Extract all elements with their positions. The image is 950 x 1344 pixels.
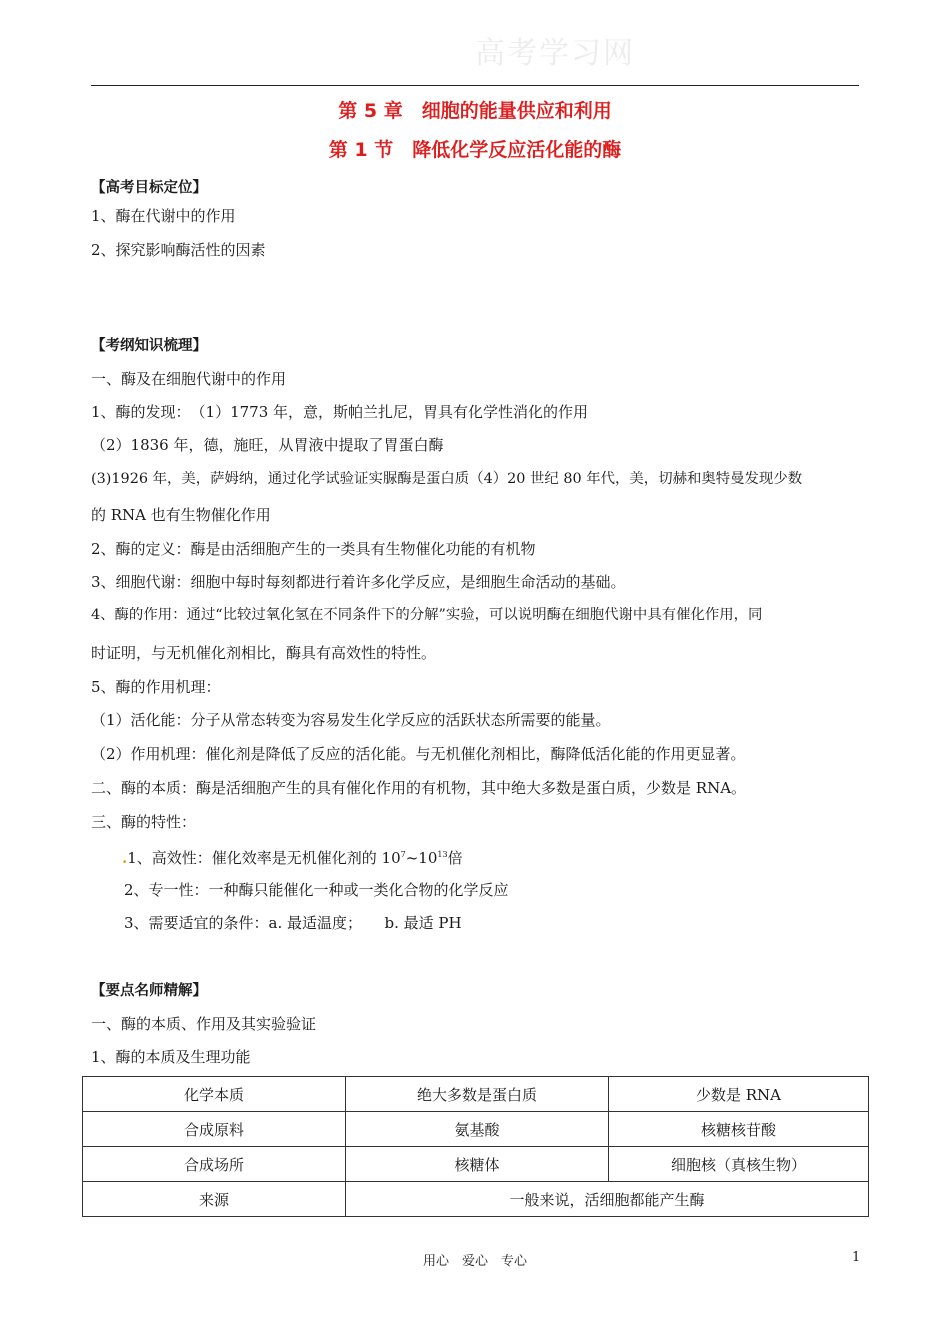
keypoints-line: 一、酶的本质、作用及其实验验证 [91,1015,317,1033]
footer-motto: 用心 爱心 专心 [422,1254,527,1269]
table-row [83,1147,869,1182]
syllabus-heading: 【考纲知识梳理】 [91,338,207,354]
table-cell: 核糖核苷酸 [609,1112,869,1147]
exponent: 13 [437,850,448,859]
table-row [83,1182,869,1217]
syllabus-line: （2）1836 年，德，施旺，从胃液中提取了胃蛋白酶 [91,436,444,454]
syllabus-line: 二、酶的本质：酶是活细胞产生的具有催化作用的有机物，其中绝大多数是蛋白质，少数是 RNA。 [91,779,747,797]
table-cell: 核糖体 [346,1147,609,1182]
property-efficiency-text: 1、高效性：催化效率是无机催化剂的 10 [127,849,401,867]
table-cell: 合成场所 [83,1147,346,1182]
syllabus-line: 5、酶的作用机理： [91,678,221,696]
syllabus-line: 时证明，与无机催化剂相比，酶具有高效性的特性。 [91,644,437,662]
syllabus-line: 的 RNA 也有生物催化作用 [91,506,271,524]
table-cell: 少数是 RNA [609,1077,869,1112]
table-cell: 绝大多数是蛋白质 [346,1077,609,1112]
syllabus-line: 2、酶的定义：酶是由活细胞产生的一类具有生物催化功能的有机物 [91,540,536,558]
table-row [83,1077,869,1112]
property-specificity: 2、专一性：一种酶只能催化一种或一类化合物的化学反应 [124,881,509,899]
keypoints-heading: 【要点名师精解】 [91,983,207,999]
exponent: 7 [400,850,406,859]
syllabus-line: 三、酶的特性： [91,813,197,831]
chapter-title: 第 5 章 细胞的能量供应和利用 [338,100,612,122]
table-cell: 化学本质 [83,1077,346,1112]
syllabus-line: （1）活化能：分子从常态转变为容易发生化学反应的活跃状态所需要的能量。 [91,711,611,729]
section-title: 第 1 节 降低化学反应活化能的酶 [328,139,622,161]
syllabus-line: 1、酶的发现： （1）1773 年，意，斯帕兰扎尼，胃具有化学性消化的作用 [91,403,589,421]
syllabus-line: （2）作用机理：催化剂是降低了反应的活化能。与无机催化剂相比，酶降低活化能的作用更显著。 [91,745,746,763]
property-efficiency [122,845,463,868]
keypoints-line: 1、酶的本质及生理功能 [91,1048,251,1066]
enzyme-table [82,1076,869,1217]
property-dot: . [122,849,128,867]
table-cell: 合成原料 [83,1112,346,1147]
watermark: 高考学习网 [475,36,635,71]
table-cell: 氨基酸 [346,1112,609,1147]
property-efficiency-end: 倍 [447,849,463,867]
syllabus-line: 3、细胞代谢：细胞中每时每刻都进行着许多化学反应，是细胞生命活动的基础。 [91,573,626,591]
syllabus-line: 一、酶及在细胞代谢中的作用 [91,370,287,388]
objective-item: 1、酶在代谢中的作用 [91,207,236,225]
table-cell: 一般来说，活细胞都能产生酶 [346,1182,869,1217]
objective-item: 2、探究影响酶活性的因素 [91,241,266,259]
range-text: ~10 [405,849,438,867]
table-row [83,1112,869,1147]
property-conditions: 3、需要适宜的条件：a. 最适温度； b. 最适 PH [124,914,462,932]
header-rule [91,85,859,86]
page-number: 1 [852,1250,861,1265]
table-cell: 来源 [83,1182,346,1217]
table-cell: 细胞核（真核生物） [609,1147,869,1182]
syllabus-line: (3)1926 年，美，萨姆纳，通过化学试验证实脲酶是蛋白质（4）20 世纪 80 年代，美，切赫和奥特曼发现少数 [91,471,803,487]
objectives-heading: 【高考目标定位】 [91,180,207,196]
syllabus-line: 4、酶的作用：通过“比较过氧化氢在不同条件下的分解”实验，可以说明酶在细胞代谢中具有催化作用，同 [91,607,763,623]
